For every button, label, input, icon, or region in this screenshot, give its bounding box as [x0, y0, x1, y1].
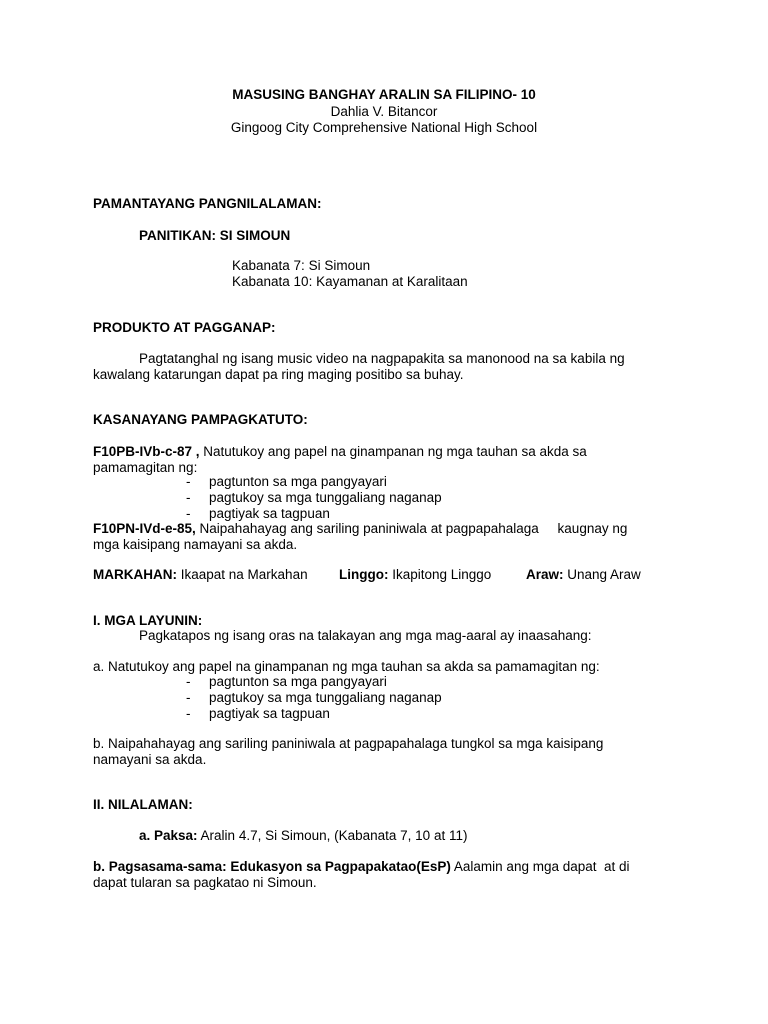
competency-line: pamamagitan ng:	[93, 460, 198, 475]
competency-line: mga kaisipang namayani sa akda.	[93, 537, 298, 552]
competency-text: Naipahahayag ang sariling paniniwala at pagpapahalaga kaugnay ng	[195, 521, 628, 536]
bullet-item: pagtunton sa mga pangyayari	[209, 474, 387, 489]
competency-line	[93, 444, 587, 460]
araw-field	[526, 567, 641, 583]
competency-code: F10PN-IVd-e-85,	[93, 521, 196, 536]
document-title: MASUSING BANGHAY ARALIN SA FILIPINO- 10	[232, 87, 536, 102]
panitikan-heading: PANITIKAN: SI SIMOUN	[139, 228, 291, 243]
produkto-paragraph-line: kawalang katarungan dapat pa ring maging positibo sa buhay.	[93, 367, 464, 382]
paksa-value: Aralin 4.7, Si Simoun, (Kabanata 7, 10 at 11)	[197, 828, 468, 843]
araw-label: Araw:	[526, 567, 564, 582]
araw-value: Unang Araw	[563, 567, 641, 582]
markahan-value: Ikaapat na Markahan	[177, 567, 308, 582]
kasanayan-heading: KASANAYANG PAMPAGKATUTO:	[93, 412, 308, 427]
paksa-label: a. Paksa:	[139, 828, 198, 843]
school-name: Gingoog City Comprehensive National High School	[230, 120, 538, 135]
pamantayan-heading: PAMANTAYANG PANGNILALAMAN:	[93, 196, 322, 211]
bullet-item: pagtiyak sa tagpuan	[209, 706, 330, 721]
layunin-intro: Pagkatapos ng isang oras na talakayan ang mga mag-aaral ay inaasahang:	[139, 628, 592, 643]
pagsasama-value: Aalamin ang mga dapat at di	[450, 859, 630, 874]
markahan-line	[93, 567, 308, 583]
competency-code: F10PB-IVb-c-87 ,	[93, 444, 200, 459]
nilalaman-heading: II. NILALAMAN:	[93, 797, 193, 812]
bullet-dash: -	[186, 674, 191, 689]
markahan-label: MARKAHAN:	[93, 567, 177, 582]
bullet-item: pagtiyak sa tagpuan	[209, 506, 330, 521]
pagsasama-line	[93, 859, 630, 875]
competency-line	[93, 521, 627, 537]
layunin-heading: I. MGA LAYUNIN:	[93, 613, 203, 628]
kabanata-item: Kabanata 10: Kayamanan at Karalitaan	[232, 274, 468, 289]
layunin-item-b: b. Naipahahayag ang sariling paniniwala at pagpapahalaga tungkol sa mga kaisipang	[93, 736, 604, 751]
bullet-dash: -	[186, 474, 191, 489]
paksa-line	[139, 828, 467, 844]
pagsasama-label: b. Pagsasama-sama: Edukasyon sa Pagpapakatao(EsP)	[93, 859, 451, 874]
bullet-dash: -	[186, 706, 191, 721]
bullet-item: pagtunton sa mga pangyayari	[209, 674, 387, 689]
kabanata-item: Kabanata 7: Si Simoun	[232, 258, 371, 273]
produkto-paragraph-line: Pagtatanghal ng isang music video na nagpapakita sa manonood na sa kabila ng	[139, 351, 625, 366]
author-name: Dahlia V. Bitancor	[330, 104, 438, 119]
linggo-label: Linggo:	[339, 567, 389, 582]
pagsasama-line-cont: dapat tularan sa pagkatao ni Simoun.	[93, 875, 317, 890]
produkto-heading: PRODUKTO AT PAGGANAP:	[93, 320, 276, 335]
bullet-dash: -	[186, 506, 191, 521]
bullet-dash: -	[186, 490, 191, 505]
layunin-item-b-cont: namayani sa akda.	[93, 752, 207, 767]
bullet-item: pagtukoy sa mga tunggaliang naganap	[209, 690, 442, 705]
bullet-dash: -	[186, 690, 191, 705]
competency-text: Natutukoy ang papel na ginampanan ng mga tauhan sa akda sa	[199, 444, 587, 459]
layunin-item-a: a. Natutukoy ang papel na ginampanan ng mga tauhan sa akda sa pamamagitan ng:	[93, 659, 600, 674]
linggo-value: Ikapitong Linggo	[388, 567, 492, 582]
bullet-item: pagtukoy sa mga tunggaliang naganap	[209, 490, 442, 505]
linggo-field	[339, 567, 491, 583]
